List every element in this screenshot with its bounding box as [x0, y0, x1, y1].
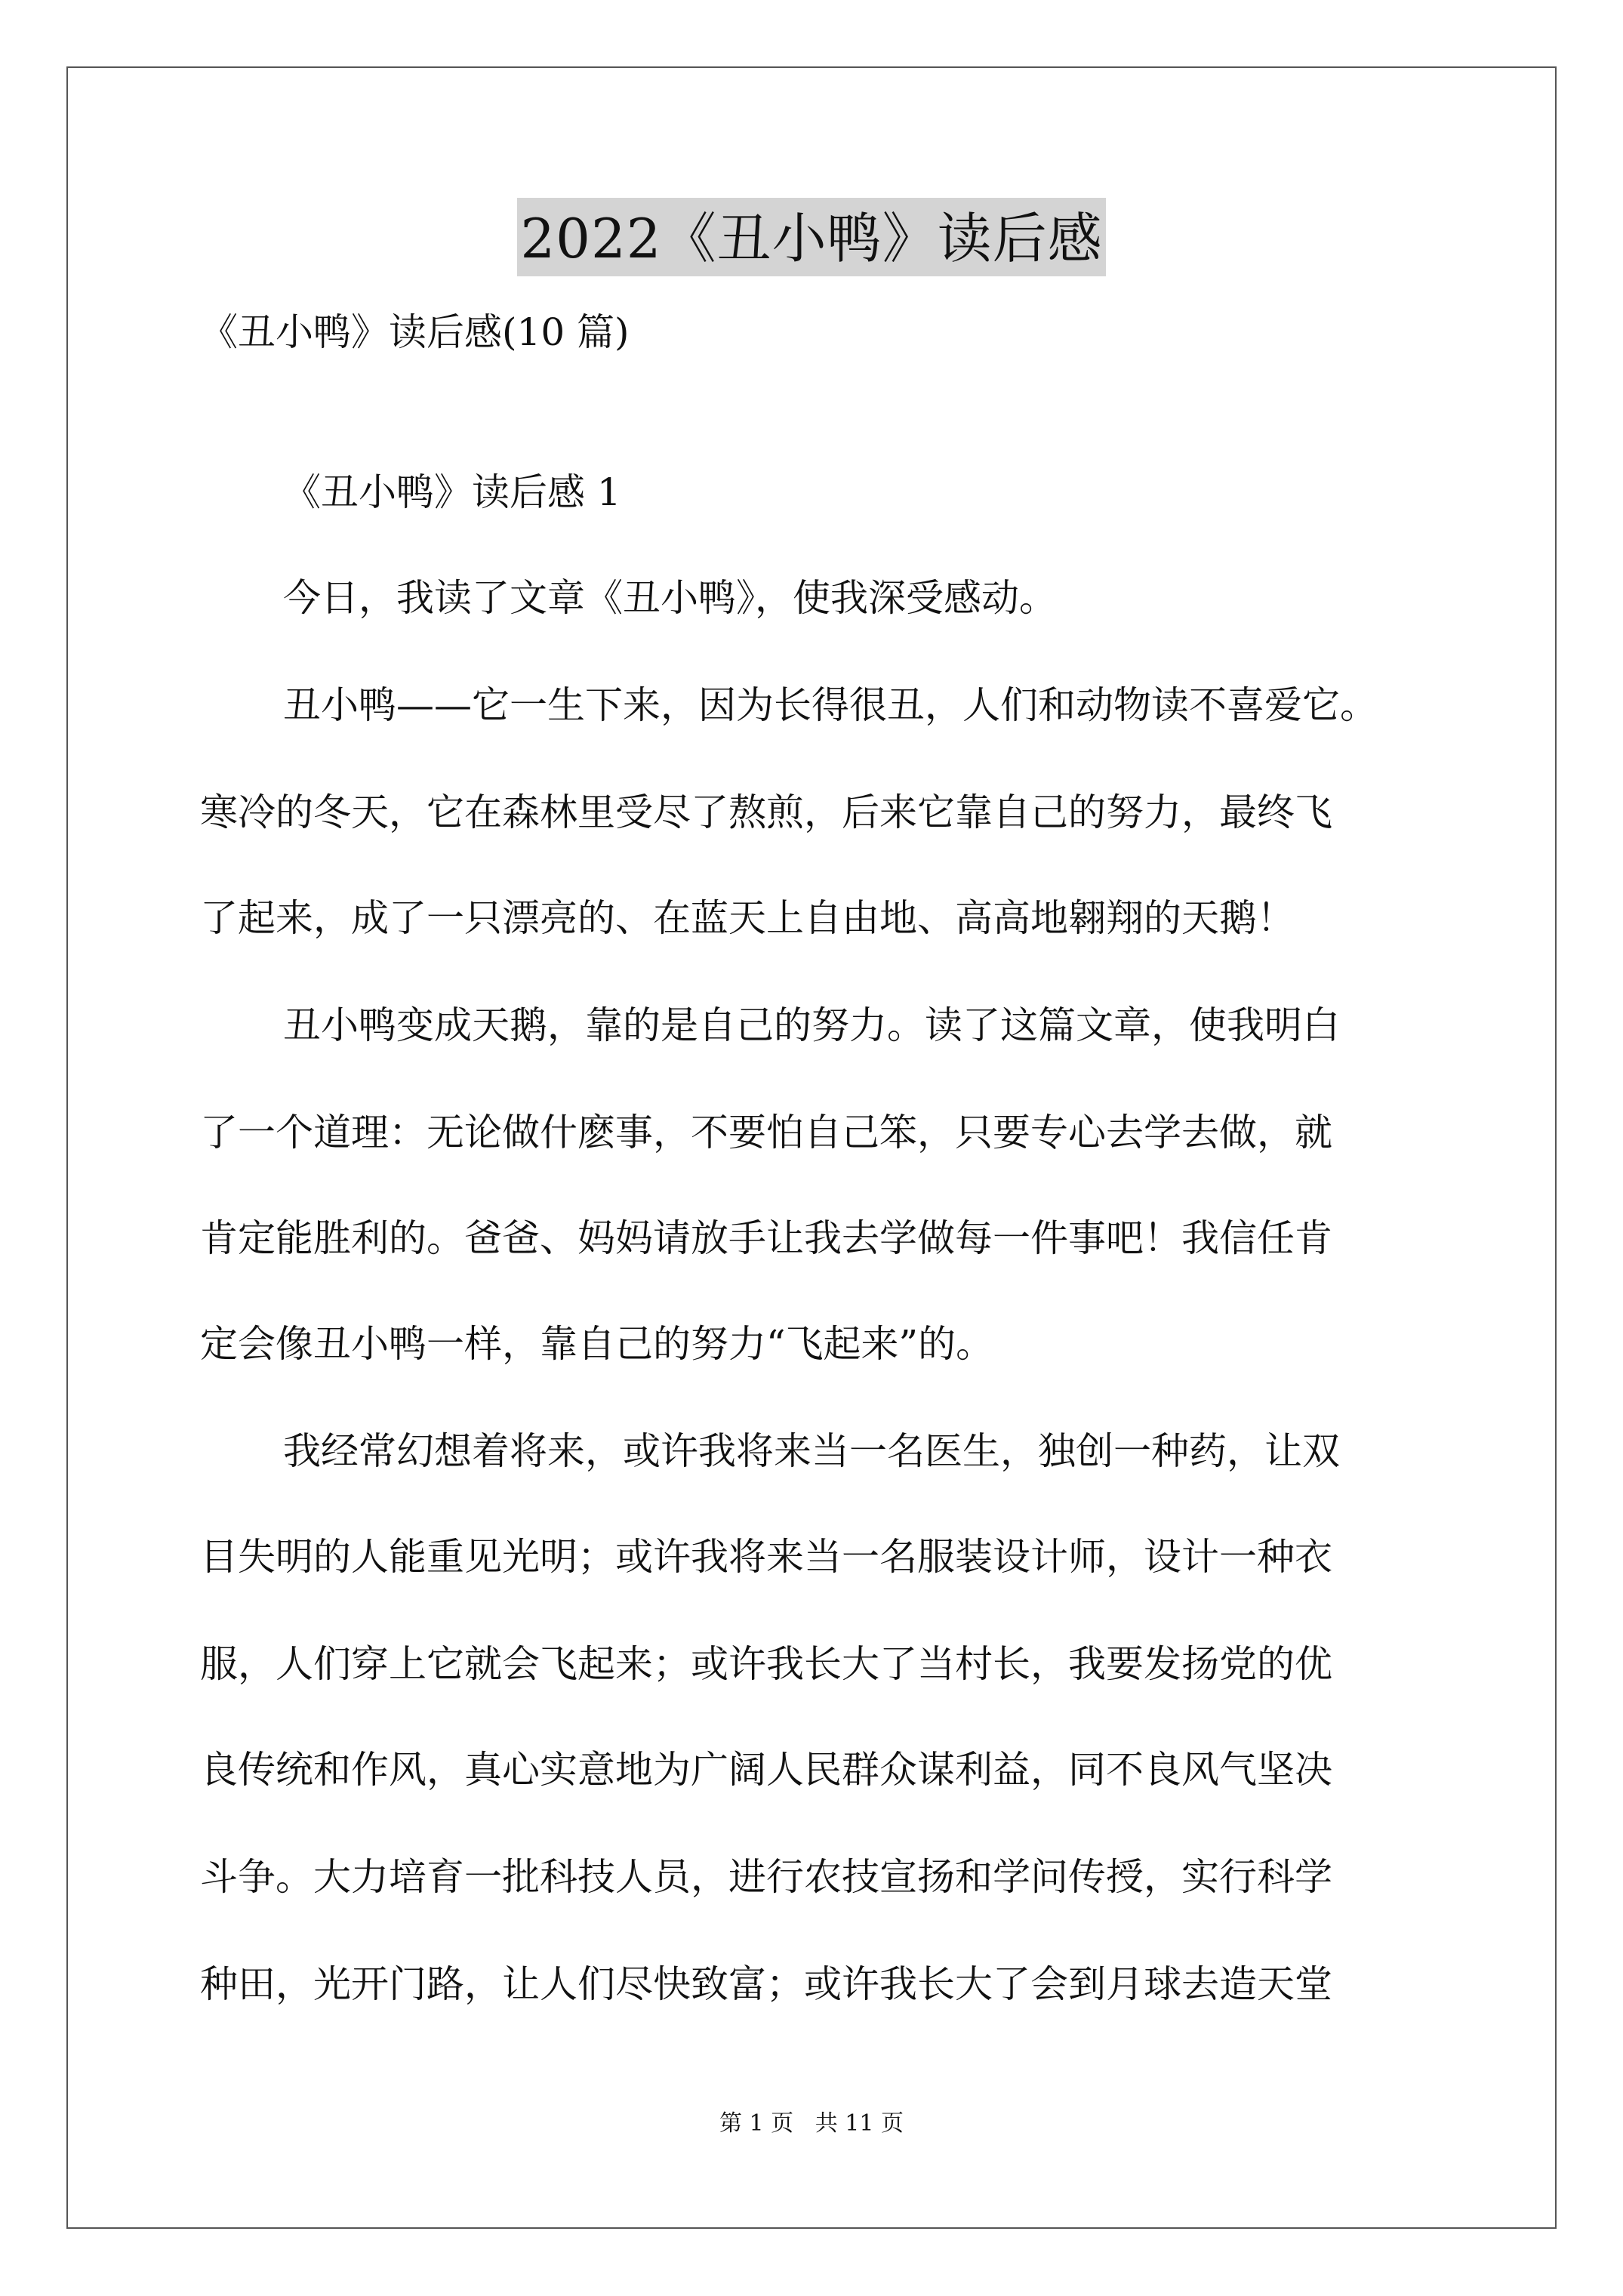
paragraph-line: 丑小鸭变成天鹅，靠的是自己的努力。读了这篇文章，使我明白: [283, 1003, 1340, 1047]
title-wrap: [0, 198, 1623, 276]
section-heading: 《丑小鸭》读后感(10 篇): [200, 310, 630, 354]
page-footer: 第 1 页 共 11 页: [719, 2110, 904, 2137]
document-title: 2022《丑小鸭》读后感: [517, 198, 1105, 276]
paragraph-line: 了起来，成了一只漂亮的、在蓝天上自由地、高高地翱翔的天鹅！: [200, 896, 1295, 940]
paragraph-line: 肯定能胜利的。爸爸、妈妈请放手让我去学做每一件事吧！我信任肯: [200, 1216, 1332, 1260]
paragraph-line: 目失明的人能重见光明；或许我将来当一名服装设计师，设计一种衣: [200, 1535, 1332, 1579]
paragraph-line: 了一个道理：无论做什麽事，不要怕自己笨，只要专心去学去做，就: [200, 1111, 1332, 1154]
paragraph-line: 今日，我读了文章《丑小鸭》，使我深受感动。: [283, 576, 1057, 620]
paragraph-line: 种田，光开门路，让人们尽快致富；或许我长大了会到月球去造天堂: [200, 1962, 1332, 2006]
paragraph-line: 定会像丑小鸭一样，靠自己的努力“飞起来”的。: [200, 1322, 994, 1366]
paragraph-line: 斗争。大力培育一批科技人员，进行农技宣扬和学问传授，实行科学: [200, 1855, 1332, 1899]
paragraph-line: 寒冷的冬天，它在森林里受尽了熬煎，后来它靠自己的努力，最终飞: [200, 791, 1332, 834]
paragraph-line: 丑小鸭——它一生下来，因为长得很丑，人们和动物读不喜爱它。: [283, 683, 1378, 727]
paragraph-line: 良传统和作风，真心实意地为广阔人民群众谋利益，同不良风气坚决: [200, 1748, 1332, 1792]
paragraph-line: 服，人们穿上它就会飞起来；或许我长大了当村长，我要发扬党的优: [200, 1642, 1332, 1686]
paragraph-line: 我经常幻想着将来，或许我将来当一名医生，独创一种药，让双: [283, 1429, 1340, 1473]
sub-heading: 《丑小鸭》读后感 1: [283, 470, 621, 514]
